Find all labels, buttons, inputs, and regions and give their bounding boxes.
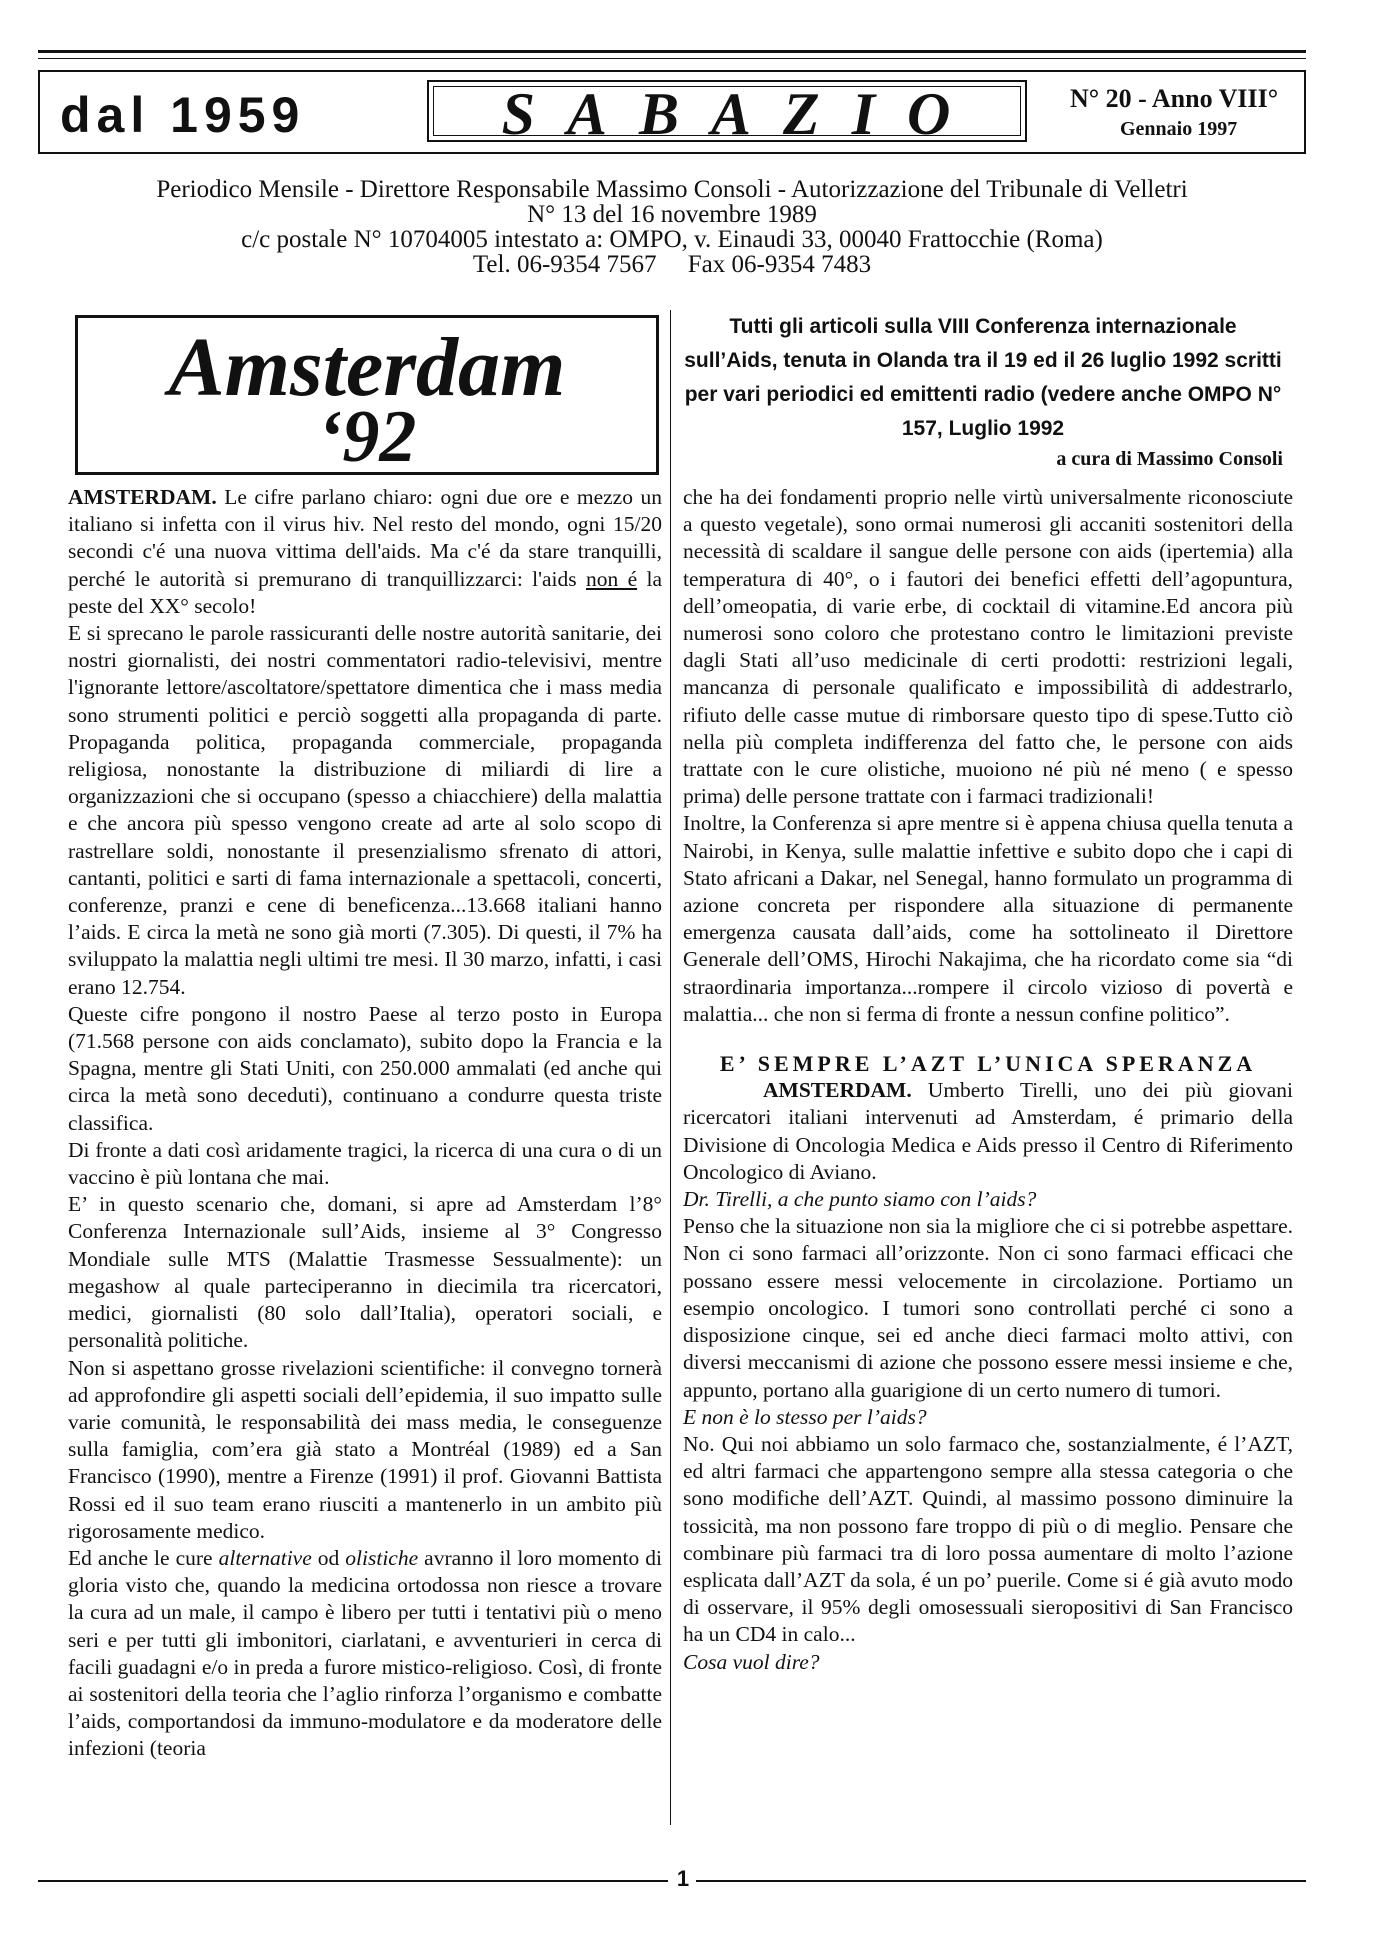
- dateline: AMSTERDAM.: [68, 485, 217, 509]
- underlined-text: non é: [585, 566, 638, 591]
- interview-question: Cosa vuol dire?: [683, 1649, 820, 1674]
- right-column: [683, 484, 1293, 1676]
- curator-credit: a cura di Massimo Consoli: [1056, 448, 1283, 470]
- paragraph: Inoltre, la Conferenza si apre mentre si è appena chiusa quella tenuta a Nairobi, in Kenya, sulle malattie infettive e subito dopo che i capi di Stato africani a Dakar, nel Senegal, hanno formulato un programma di azione concreta per rispondere alla situazione di permanente emergenza causata dall’aids, come ha sottolineato il Direttore Generale dell’OMS, Hirochi Nakajima, che ha ricordato come sia “di straordinaria importanza...rompere il circolo vizioso di povertà e malattia... che non si ferma di fronte a nessun confine politico”.: [683, 811, 1293, 1026]
- issue-number: N° 20 - Anno VIII°: [1070, 84, 1279, 113]
- interview-question: E non è lo stesso per l’aids?: [683, 1404, 927, 1429]
- paragraph: [683, 1077, 1293, 1186]
- title-box: [427, 80, 1027, 147]
- italic-text: olistiche: [345, 1545, 419, 1570]
- text-run: Ed anche le cure: [68, 1545, 219, 1570]
- paragraph: che ha dei fondamenti proprio nelle virtù universalmente riconosciute a questo vegetale), sono ormai numerosi gli accaniti sostenitori della necessità di scaldare il sangue delle persone con aids (ipertemia) alla temperatura di 40°, o i fautori dei benefici effetti dell’agopuntura, dell’omeopatia, di varie erbe, di cocktail di vitamine.Ed ancora più numerosi sono coloro che protestano contro le limitazioni previste dagli Stati all’uso medicinale di certi prodotti: restrizioni legali, mancanza di personale qualificato e impossibilità di addestrarlo, rifiuto delle casse mutue di rimborsare questo tipo di spese.Tutto ciò nella più completa indifferenza del fatto che, le persone con aids trattate con le cure olistiche, muoiono né più né meno ( e spesso prima) delle persone trattate con i farmaci tradizionali!: [683, 485, 1293, 809]
- since-label: dal 1959: [60, 87, 306, 143]
- text-run: la peste del XX° secolo!: [68, 566, 662, 618]
- publication-info: [38, 177, 1306, 277]
- paragraph: Non si aspettano grosse rivelazioni scientifiche: il convegno tornerà ad approfondire gli aspetti sociali dell’epidemia, il suo impatto sulle varie comunità, le responsabilità dei mass media, le conseguenze sulla famiglia, com’era già stato a Montréal (1989) ed a San Francisco (1990), mentre a Firenze (1991) il prof. Giovanni Battista Rossi ed il suo team erano riusciti a mantenerlo in un ambito più rigorosamente medico.: [68, 1355, 662, 1543]
- paragraph: Di fronte a dati così aridamente tragici, la ricerca di una cura o di un vaccino è più lontana che mai.: [68, 1137, 662, 1190]
- left-column: [68, 484, 662, 1763]
- top-rule: [38, 50, 1306, 53]
- page-number: 1: [676, 1866, 690, 1891]
- footer-rule-left: [38, 1880, 668, 1882]
- feature-title-box: [75, 315, 659, 478]
- paragraph: Queste cifre pongono il nostro Paese al terzo posto in Europa (71.568 persone con aids conclamato), subito dopo la Francia e la Spagna, mentre gli Stati Uniti, con 250.000 ammalati (ed anche qui circa la metà sono deceduti), continuano a condurre questa triste classifica.: [68, 1001, 662, 1135]
- masthead: [38, 70, 1306, 154]
- dateline: AMSTERDAM.: [763, 1078, 912, 1103]
- interview-answer: Penso che la situazione non sia la migliore che ci si potrebbe aspettare. Non ci sono farmaci all’orizzonte. Non ci sono farmaci efficaci che possano essere messi velocemente in circolazione. Portiamo un esempio oncologico. I tumori sono controllati perché ci sono a disposizione cinque, sei ed anche dieci farmaci molto attivi, con diversi meccanismi di azione che possono essere messi insieme e che, appunto, portano alla guarigione di un certo numero di tumori.: [683, 1214, 1293, 1402]
- italic-text: alternative: [218, 1545, 312, 1570]
- column-divider: [670, 310, 671, 1825]
- top-rule-thin: [38, 58, 1306, 59]
- text-run: Umberto Tirelli, uno dei più giovani ricercatori italiani intervenuti ad Amsterdam, é primario della Divisione di Oncologia Medica e Aids presso il Centro di Riferimento Oncologico di Aviano.: [683, 1078, 1293, 1184]
- pubinfo-line: Tel. 06-9354 7567 Fax 06-9354 7483: [472, 251, 872, 278]
- pubinfo-line: Periodico Mensile - Direttore Responsabile Massimo Consoli - Autorizzazione del Tribunale di Velletri: [156, 176, 1188, 203]
- section-heading: E’ SEMPRE L’AZT L’UNICA SPERANZA: [719, 1051, 1257, 1077]
- feature-title: Amsterdam: [168, 321, 566, 414]
- interview-question: Dr. Tirelli, a che punto siamo con l’aids?: [683, 1187, 1037, 1212]
- text-run: avranno il loro momento di gloria visto che, quando la medicina ortodossa non riesce a trovare la cura ad un male, il campo è libero per tutti i tentativi più o meno seri e per tutti gli imbonitori, ciarlatani, e avventurieri in cerca di facili guadagni e/o in preda a furore mistico-religioso. Così, di fronte ai sostenitori della teoria che l’aglio rinforza l’organismo e combatte l’aids, comportandosi da immuno-modulatore e da moderatore delle infezioni (teoria: [68, 1545, 663, 1761]
- footer-rule-right: [696, 1880, 1306, 1882]
- pubinfo-line: c/c postale N° 10704005 intestato a: OMPO, v. Einaudi 33, 00040 Frattocchie (Roma): [241, 226, 1103, 253]
- text-run: od: [311, 1545, 346, 1570]
- feature-year: ‘92: [317, 396, 417, 478]
- text-run: Le cifre parlano chiaro: ogni due ore e mezzo un italiano si infetta con il virus hiv. Nel resto del mondo, ogni 15/20 secondi c'é una nuova vittima dell'aids. Ma c'é da stare tranquilli, perché le autorità si premurano di tranquillizzarci: l'aids: [68, 485, 662, 591]
- paragraph: [68, 484, 662, 620]
- intro-text: Tutti gli articoli sulla VIII Conferenza internazionale sull’Aids, tenuta in Olanda tra il 19 ed il 26 luglio 1992 scritti per vari periodici ed emittenti radio (vedere anche OMPO N° 157, Luglio 1992: [684, 315, 1282, 440]
- paragraph: E’ in questo scenario che, domani, si apre ad Amsterdam l’8° Conferenza Internazionale sull’Aids, insieme al 3° Congresso Mondiale sulle MTS (Malattie Trasmesse Sessualmente): un megashow al quale parteciperanno in diecimila tra ricercatori, medici, giornalisti (80 solo dall’Italia), operatori sociali, e personalità politiche.: [68, 1192, 662, 1353]
- paragraph: E si sprecano le parole rassicuranti delle nostre autorità sanitarie, dei nostri giornalisti, dei nostri commentatori radio-televisivi, mentre l'ignorante lettore/ascoltatore/spettatore dimentica che i mass media sono strumenti politici e perciò soggetti alla propaganda di parte. Propaganda politica, propaganda commerciale, propaganda religiosa, nonostante la distribuzione di miliardi di lire a organizzazioni che si occupano (spesso a chiacchiere) della malattia e che ancora più spesso vengono create ad arte al solo scopo di rastrellare soldi, nonostante il presenzialismo sfrenato di attori, cantanti, politici e sarti di fama internazionale a spettacoli, concerti, conferenze, pranzi e cene di beneficenza...13.668 italiani hanno l’aids. E circa la metà ne sono già morti (7.305). Di questi, il 7% ha sviluppato la malattia negli ultimi tre mesi. Il 30 marzo, infatti, i casi erano 12.754.: [68, 621, 662, 999]
- pubinfo-line: N° 13 del 16 novembre 1989: [527, 201, 817, 228]
- publication-title: SABAZIO: [501, 81, 983, 147]
- paragraph: [68, 1545, 662, 1763]
- interview-answer: No. Qui noi abbiamo un solo farmaco che, sostanzialmente, é l’AZT, ed altri farmaci che appartengono sempre alla stessa categoria o che sono modifiche dell’AZT. Quindi, al massimo possono diminuire la tossicità, ma non possono fare troppo di più o di meglio. Pensare che combinare più farmaci tra di loro possa aumentare di molto l’azione esplicata dall’AZT da sola, é un po’ puerile. Come si é già avuto modo di osservare, il 95% degli omosessuali sieropositivi di San Francisco ha un CD4 in calo...: [683, 1431, 1293, 1647]
- issue-date: Gennaio 1997: [1120, 118, 1238, 140]
